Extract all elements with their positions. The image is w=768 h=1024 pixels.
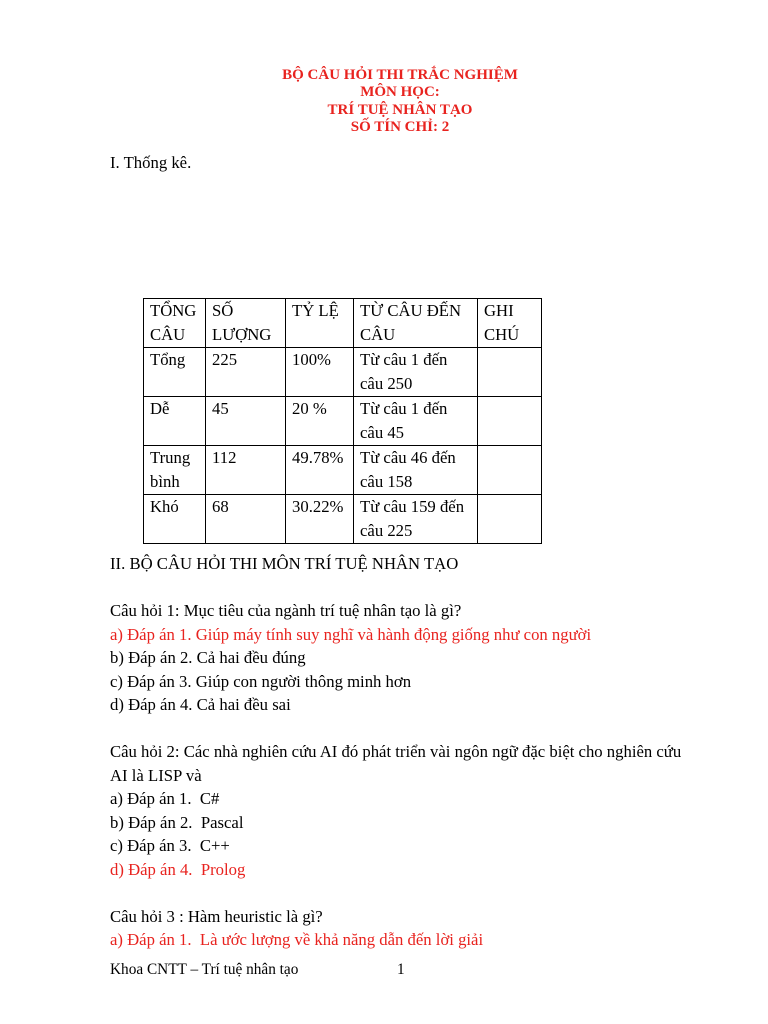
table-row [144, 495, 542, 544]
answer-option: c) Đáp án 3. Giúp con người thông minh hơn [110, 671, 412, 691]
table-row [144, 348, 542, 397]
table-cell [478, 495, 542, 544]
table-cell: 20 % [286, 397, 354, 446]
subject-label: MÔN HỌC: [360, 84, 440, 101]
question-block [110, 905, 700, 952]
table-row [144, 446, 542, 495]
table-header-cell: GHI CHÚ [478, 299, 542, 348]
table-cell: Trung bình [144, 446, 206, 495]
answer-option: a) Đáp án 1. Là ước lượng về khả năng dẫn đến lời giải [110, 930, 484, 949]
table-cell: 68 [206, 495, 286, 544]
table-cell: 30.22% [286, 495, 354, 544]
table-cell: Tổng [144, 348, 206, 397]
table-cell: Khó [144, 495, 206, 544]
table-header-cell: TỔNG CÂU [144, 299, 206, 348]
answer-option: b) Đáp án 2. Cả hai đều đúng [110, 648, 306, 667]
table-header-cell: SỐ LƯỢNG [206, 299, 286, 348]
table-cell: Từ câu 1 đến câu 45 [354, 397, 478, 446]
table-cell: 49.78% [286, 446, 354, 495]
table-cell: Dễ [144, 397, 206, 446]
table-header-cell: TỶ LỆ [286, 299, 354, 348]
table-cell: 112 [206, 446, 286, 495]
credits-line: SỐ TÍN CHỈ: 2 [350, 118, 450, 135]
question-text: Câu hỏi 3 : Hàm heuristic là gì? [110, 906, 323, 926]
table-cell [478, 446, 542, 495]
table-cell: 45 [206, 397, 286, 446]
question-block [110, 740, 700, 881]
answer-option: d) Đáp án 4. Prolog [110, 859, 246, 879]
table-cell: 225 [206, 348, 286, 397]
statistics-table [143, 298, 542, 544]
table-cell: 100% [286, 348, 354, 397]
subject-name: TRÍ TUỆ NHÂN TẠO [327, 101, 473, 118]
table-cell: Từ câu 46 đến câu 158 [354, 446, 478, 495]
answer-option: b) Đáp án 2. Pascal [110, 812, 244, 832]
table-header-row [144, 299, 542, 348]
question-block [110, 599, 700, 717]
question-text: Câu hỏi 2: Các nhà nghiên cứu AI đó phát triển vài ngôn ngữ đặc biệt cho nghiên cứu AI là LISP và [110, 742, 685, 785]
answer-option: d) Đáp án 4. Cả hai đều sai [110, 695, 291, 714]
question-section [110, 552, 700, 952]
table-cell [478, 397, 542, 446]
document-title [110, 67, 690, 136]
title-line: BỘ CÂU HỎI THI TRẮC NGHIỆM [282, 67, 518, 83]
table-cell: Từ câu 159 đến câu 225 [354, 495, 478, 544]
question-text: Câu hỏi 1: Mục tiêu của ngành trí tuệ nhân tạo là gì? [110, 601, 462, 620]
table-cell: Từ câu 1 đến câu 250 [354, 348, 478, 397]
answer-option: a) Đáp án 1. Giúp máy tính suy nghĩ và hành động giống như con người [110, 624, 592, 644]
answer-option: c) Đáp án 3. C++ [110, 836, 230, 855]
table-row [144, 397, 542, 446]
table-cell [478, 348, 542, 397]
page-number: 1 [397, 961, 405, 978]
footer-text: Khoa CNTT – Trí tuệ nhân tạo [110, 961, 299, 978]
section-1-heading: I. Thống kê. [110, 153, 192, 172]
section-2-heading: II. BỘ CÂU HỎI THI MÔN TRÍ TUỆ NHÂN TẠO [110, 554, 459, 573]
answer-option: a) Đáp án 1. C# [110, 789, 220, 808]
table-header-cell: TỪ CÂU ĐẾN CÂU [354, 299, 478, 348]
